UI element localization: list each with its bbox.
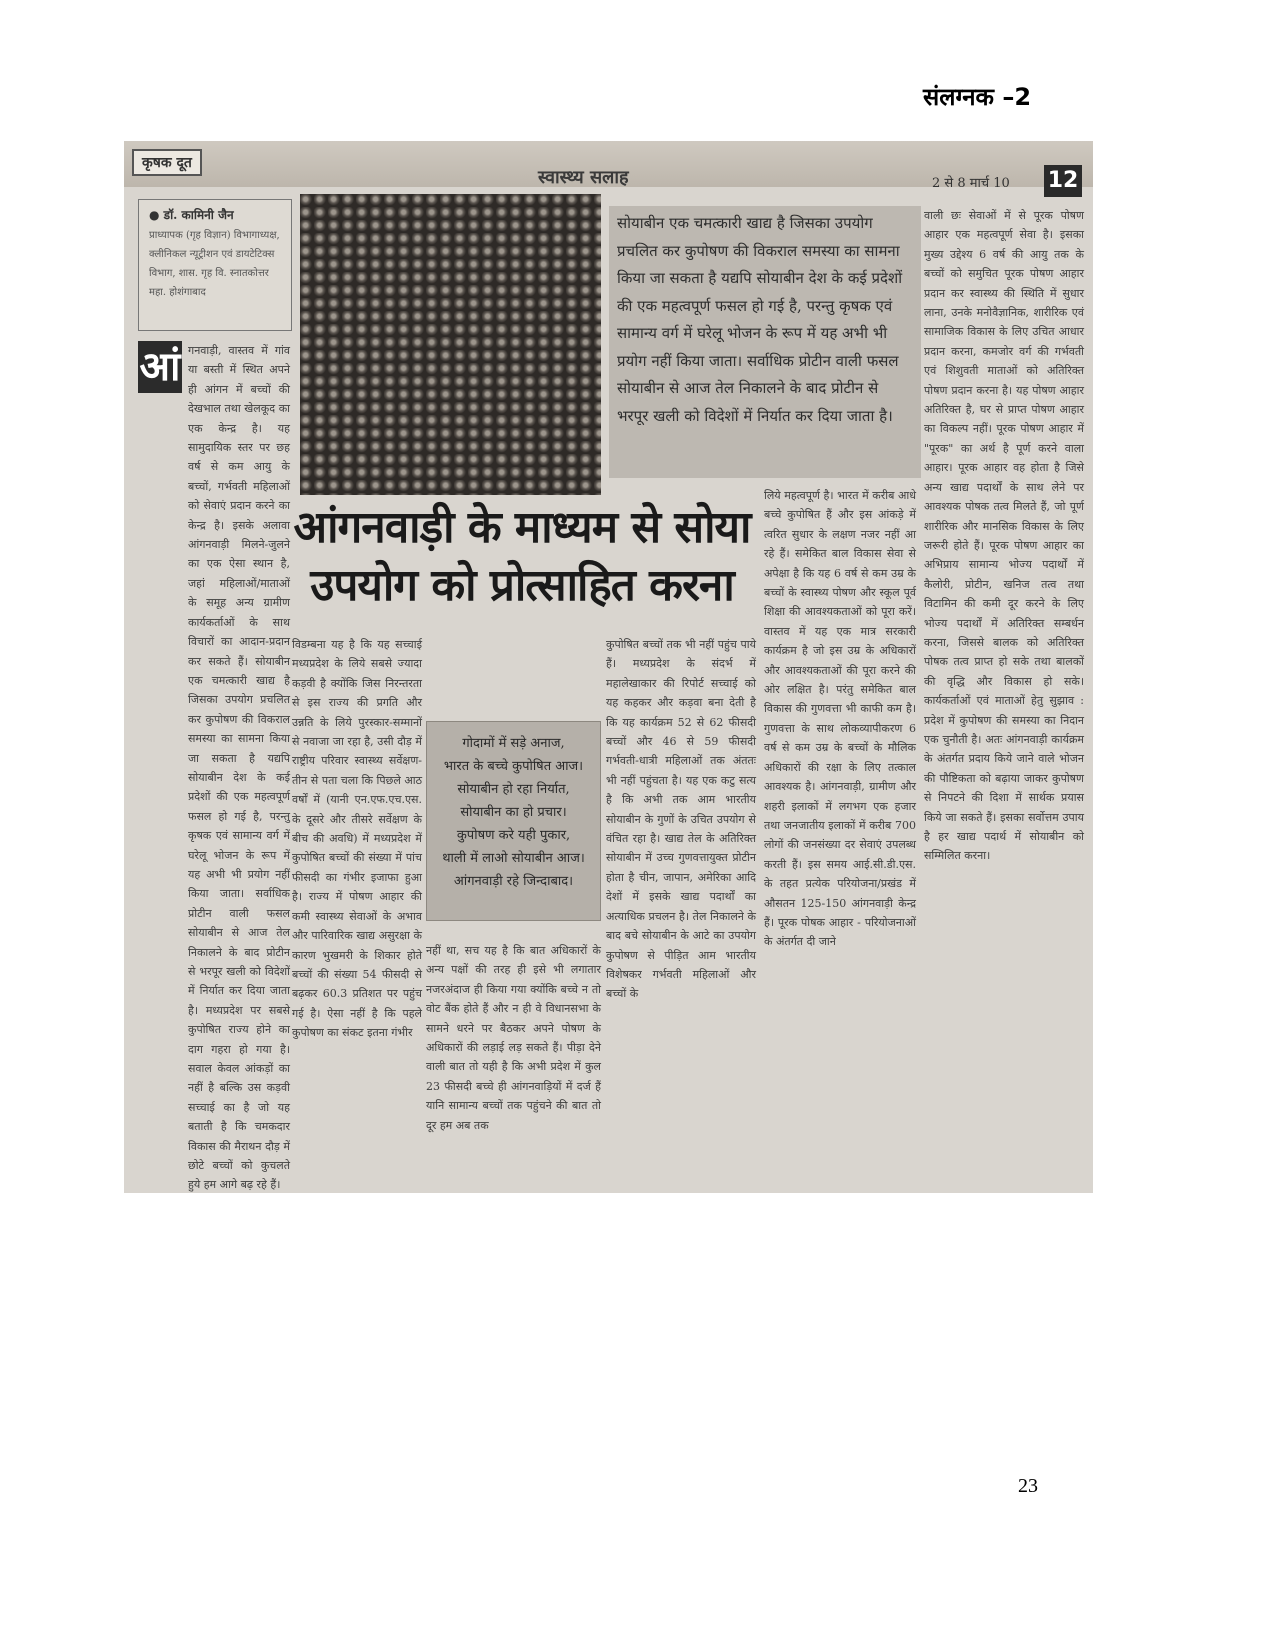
slogan-line: आंगनवाड़ी रहे जिन्दाबाद।	[453, 874, 574, 889]
intro-callout: सोयाबीन एक चमत्कारी खाद्य है जिसका उपयोग प्रचलित कर कुपोषण की विकराल समस्या का सामना किया जा सकता है यद्यपि सोयाबीन देश के कई प्रदेशों की एक महत्वपूर्ण फसल हो गई है, परन्तु कृषक एवं सामान्य वर्ग में घरेलू भोजन के रूप में यह अभी भी प्रयोग नहीं किया जाता। सर्वाधिक प्रोटीन वाली फसल सोयाबीन से आज तेल निकालने के बाद प्रोटीन से भरपूर खली को विदेशों में निर्यात कर दिया जाता है।	[609, 206, 921, 478]
soybean-photo	[300, 194, 601, 495]
newspaper-logo: कृषक दूत	[132, 149, 202, 176]
column-1-text: गनवाड़ी, वास्तव में गांव या बस्ती में स्थित अपने ही आंगन में बच्चों की देखभाल तथा खेलकूद का एक केन्द्र है। यह सामुदायिक स्तर पर छह वर्ष से कम आयु के बच्चों, गर्भवती महिलाओं को सेवाएं प्रदान करने का केन्द्र है। इसके अलावा आंगनवाड़ी मिलने-जुलने का एक ऐसा स्थान है, जहां महिलाओं/माताओं के समूह अन्य ग्रामीण कार्यकर्ताओं के साथ विचारों का आदान-प्रदान कर सकते हैं। सोयाबीन एक चमत्कारी खाद्य है जिसका उपयोग प्रचलित कर कुपोषण की विकराल समस्या का सामना किया जा सकता है यद्यपि सोयाबीन देश के कई प्रदेशों की एक महत्वपूर्ण फसल हो गई है, परन्तु कृषक एवं सामान्य वर्ग में घरेलू भोजन के रूप में यह अभी भी प्रयोग नहीं किया जाता। सर्वाधिक प्रोटीन वाली फसल सोयाबीन से आज तेल निकालने के बाद प्रोटीन से भरपूर खली को विदेशों में निर्यात कर दिया जाता है। मध्यप्रदेश पर सबसे कुपोषित राज्य होने का दाग गहरा हो गया है। सवाल केवल आंकड़ों का नहीं है बल्कि उस कड़वी सच्चाई का है जो यह बताती है कि चमकदार विकास की मैराथन दौड़ में छोटे बच्चों को कुचलते हुये हम आगे बढ़ रहे हैं।	[188, 344, 290, 1192]
column-3	[426, 941, 601, 1183]
column-4-text: कुपोषित बच्चों तक भी नहीं पहुंच पाये हैं। मध्यप्रदेश के संदर्भ में महालेखाकार की रिपोर्ट सच्चाई को यह कहकर और कड़वा बना देती है कि यह कार्यक्रम 52 से 62 फीसदी बच्चों और 46 से 59 फीसदी गर्भवती-धात्री महिलाओं तक अंततः भी नहीं पहुंचता है। यह एक कटु सत्य है कि अभी तक आम भारतीय सोयाबीन के गुणों के उचित उपयोग से वंचित रहा है। खाद्य तेल के अतिरिक्त सोयाबीन में उच्च गुणवत्तायुक्त प्रोटीन होता है चीन, जापान, अमेरिका आदि देशों में इसके खाद्य पदार्थों का अत्याधिक प्रचलन है। तेल निकालने के बाद बचे सोयाबीन के आटे का उपयोग कुपोषण से पीड़ित आम भारतीय विशेषकर गर्भवती महिलाओं और बच्चों के	[606, 638, 756, 1001]
author-designation: प्राध्यापक (गृह विज्ञान) विभागाध्यक्ष, क्लीनिकल न्यूट्रीशन एवं डायटेटिक्स विभाग, शास. गृह वि. स्नातकोत्तर महा. होशंगाबाद	[149, 230, 280, 298]
column-2-text: विडम्बना यह है कि यह सच्चाई मध्यप्रदेश के लिये सबसे ज्यादा कड़वी है क्योंकि जिस निरन्तरता से इस राज्य की प्रगति और उन्नति के लिये पुरस्कार-सम्मानों से नवाजा जा रहा है, उसी दौड़ में राष्ट्रीय परिवार स्वास्थ्य सर्वेक्षण-तीन से पता चला कि पिछले आठ वर्षों में (यानी एन.एफ.एच.एस. के दूसरे और तीसरे सर्वेक्षण के बीच की अवधि) में मध्यप्रदेश में कुपोषित बच्चों की संख्या में पांच फीसदी का गंभीर इजाफा हुआ है। राज्य में पोषण आहार की कमी स्वास्थ्य सेवाओं के अभाव और पारिवारिक खाद्य असुरक्षा के कारण भुखमरी के शिकार होते बच्चों की संख्या 54 फीसदी से बढ़कर 60.3 प्रतिशत पर पहुंच गई है। ऐसा नहीं है कि पहले कुपोषण का संकट इतना गंभीर	[292, 638, 422, 1040]
column-6	[924, 206, 1084, 1183]
slogan-line: कुपोषण करे यही पुकार,	[456, 828, 571, 843]
slogan-line: सोयाबीन हो रहा निर्यात,	[457, 782, 570, 797]
headline-line-2: उपयोग को प्रोत्साहित करना	[310, 560, 734, 611]
newspaper-clipping	[124, 141, 1093, 1193]
headline-line-1: आंगनवाड़ी के माध्यम से सोया	[293, 502, 751, 553]
slogan-box	[426, 721, 601, 921]
annexure-label: संलग्नक –2	[923, 83, 1032, 111]
page-number: 23	[1018, 1475, 1038, 1497]
column-5-text: लिये महत्वपूर्ण है। भारत में करीब आधे बच्चे कुपोषित हैं और इस आंकड़े में त्वरित सुधार के लक्षण नजर नहीं आ रहे हैं। समेकित बाल विकास सेवा से अपेक्षा है कि यह 6 वर्ष से कम उम्र के बच्चों के स्वास्थ्य पोषण और स्कूल पूर्व शिक्षा की आवश्यकताओं को पूरा करें। वास्तव में यह एक मात्र सरकारी कार्यक्रम है जो इस उम्र के अधिकारों और आवश्यकताओं की पूरा करने की ओर लक्षित है। परंतु समेकित बाल विकास की गुणवत्ता भी काफी कम है। गुणवत्ता के साथ लोकव्यापीकरण 6 वर्ष से कम उम्र के बच्चों के मौलिक अधिकारों की रक्षा के लिए तत्काल आवश्यक है। आंगनवाड़ी, ग्रामीण और शहरी इलाकों में लगभग एक हजार तथा जनजातीय इलाकों में करीब 700 लोगों की जनसंख्या दर सेवाएं उपलब्ध करती हैं। इस समय आई.सी.डी.एस. के तहत प्रत्येक परियोजना/प्रखंड में औसतन 125-150 आंगनवाड़ी केन्द्र हैं। पूरक पोषक आहार - परियोजनाओं के अंतर्गत दी जाने	[764, 489, 916, 949]
slogan-line: गोदामों में सड़े अनाज,	[462, 736, 565, 751]
author-name: ● डॉ. कामिनी जैन	[149, 208, 234, 222]
column-1	[138, 397, 290, 1183]
masthead	[124, 141, 1093, 193]
slogan-line: सोयाबीन का हो प्रचार।	[460, 805, 567, 820]
column-5	[764, 486, 916, 1183]
column-3-top	[426, 635, 601, 715]
slogan-line: थाली में लाओ सोयाबीन आज।	[442, 851, 585, 866]
newspaper-page-number: 12	[1044, 165, 1082, 197]
issue-date: 2 से 8 मार्च 10	[932, 176, 1010, 191]
column-3-text: नहीं था, सच यह है कि बात अधिकारों के अन्य पक्षों की तरह ही इसे भी लगातार नजरअंदाज ही किया गया क्योंकि बच्चे न तो वोट बैंक होते हैं और न ही वे विधानसभा के सामने धरने पर बैठकर अपने पोषण के अधिकारों की लड़ाई लड़ सकते हैं। पीड़ा देने वाली बात तो यही है कि अभी प्रदेश में कुल 23 फीसदी बच्चे ही आंगनवाड़ियों में दर्ज हैं यानि सामान्य बच्चों तक पहुंचने की बात तो दूर हम अब तक	[426, 944, 601, 1132]
section-title: स्वास्थ्य सलाह	[538, 167, 629, 188]
drop-cap: आं	[138, 341, 182, 393]
headline	[292, 499, 752, 615]
column-2	[292, 635, 422, 1183]
column-4	[606, 635, 756, 1183]
author-box	[138, 199, 292, 331]
column-1-intro	[188, 341, 290, 1192]
column-6-text: वाली छः सेवाओं में से पूरक पोषण आहार एक महत्वपूर्ण सेवा है। इसका मुख्य उद्देश्य 6 वर्ष की आयु तक के बच्चों को समुचित पूरक पोषण आहार प्रदान कर स्वास्थ्य की स्थिति में सुधार लाना, उनके मनोवैज्ञानिक, शारीरिक एवं सामाजिक विकास के लिए उचित आधार प्रदान करना, कमजोर वर्ग की गर्भवती एवं शिशुवती माताओं को अतिरिक्त पोषण प्रदान करना है। यह पोषण आहार अतिरिक्त है, घर से प्राप्त पोषण आहार का विकल्प नहीं। पूरक पोषण आहार में "पूरक" का अर्थ है पूर्ण करने वाला आहार। पूरक आहार वह होता है जिसे अन्य खाद्य पदार्थों के साथ लेने पर आवश्यक पोषक तत्व मिलते हैं, जो पूर्ण शारीरिक और मानसिक विकास के लिए जरूरी होते हैं। पूरक पोषण आहार का अभिप्राय सामान्य भोज्य पदार्थों में कैलोरी, प्रोटीन, खनिज तत्व तथा विटामिन की कमी दूर करने के लिए भोज्य पदार्थों में अतिरिक्त सम्बर्धन करना, जिससे बालक को अतिरिक्त पोषक तत्व प्राप्त हो सके तथा बालकों की वृद्धि और विकास हो सके। कार्यकर्ताओं एवं माताओं हेतु सुझाव : प्रदेश में कुपोषण की समस्या का निदान एक चुनौती है। अतः आंगनवाड़ी कार्यक्रम के अंतर्गत प्रदाय किये जाने वाले भोजन की पौष्टिकता को बढ़ाया जाकर कुपोषण से निपटने की दिशा में सार्थक प्रयास किये जा सकते हैं। इसका सर्वोत्तम उपाय है हर खाद्य पदार्थ में सोयाबीन को सम्मिलित करना।	[924, 209, 1084, 863]
slogan-line: भारत के बच्चे कुपोषित आज।	[443, 759, 584, 774]
